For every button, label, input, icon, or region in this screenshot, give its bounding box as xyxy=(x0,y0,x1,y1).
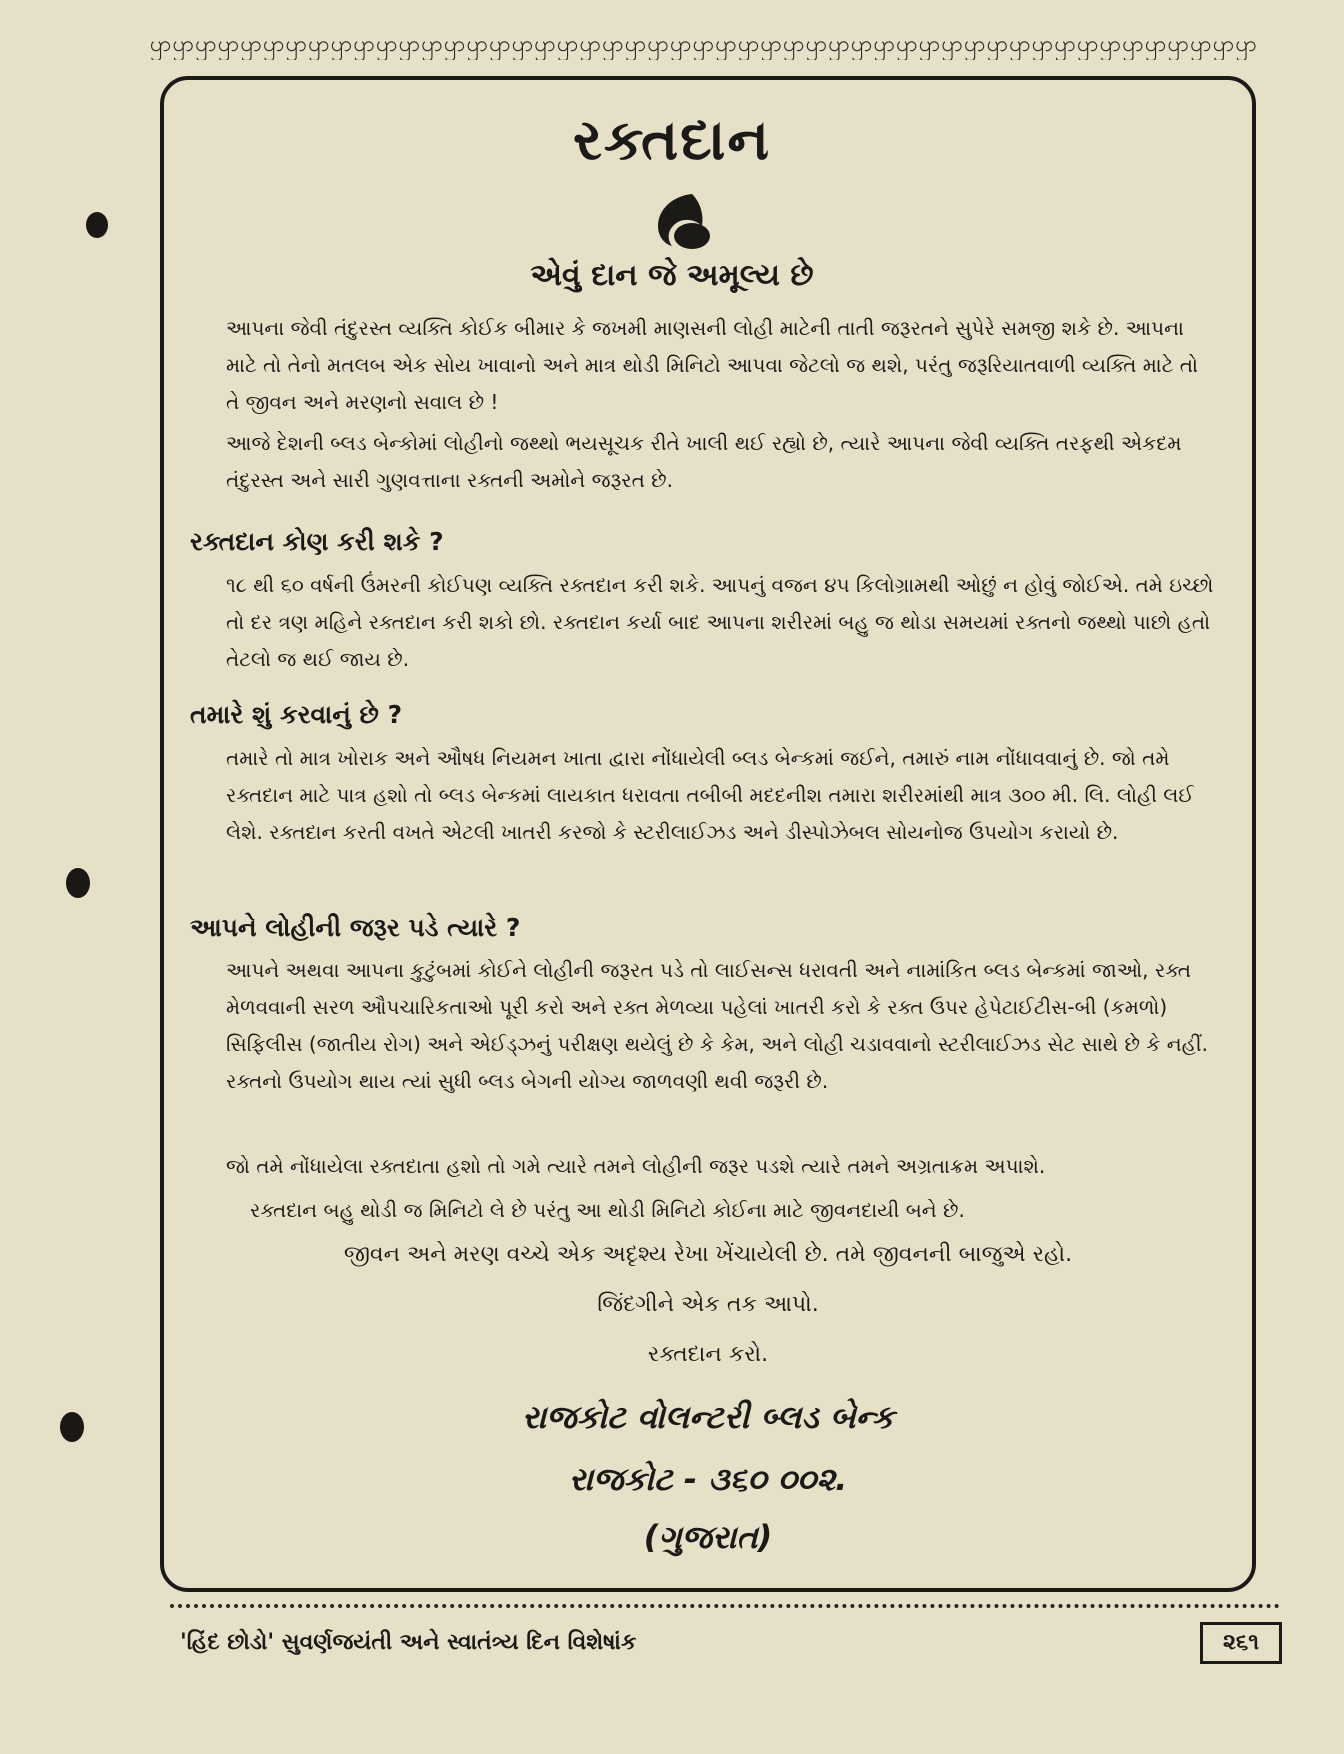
section-body-what-to-do: તમારે તો માત્ર ખોરાક અને ઔષધ નિયમન ખાતા દ્વારા નોંધાયેલી બ્લડ બેન્કમાં જઈને, તમારું નામ નોંધાવવાનું છે. જો તમે રક્તદાન માટે પાત્ર હશો તો બ્લડ બેન્કમાં લાયકાત ધરાવતા તબીબી મદદનીશ તમારા શરીરમાંથી માત્ર ૩૦૦ મી. લિ. લોહી લઈ લેશે. રક્તદાન કરતી વખતે એટલી ખાતરી કરજો કે સ્ટરીલાઈઝડ અને ડીસ્પોઝેબલ સોયનોજ ઉપયોગ કરાયો છે. xyxy=(226,746,1194,844)
punch-hole-mark xyxy=(66,868,90,898)
section-body-who-can-donate: ૧૮ થી ૬૦ વર્ષની ઉંમરની કોઈપણ વ્યક્તિ રક્તદાન કરી શકે. આપનું વજન ૪૫ કિલોગ્રામથી ઓછું ન હોવું જોઈએ. તમે ઇચ્છો તો દર ત્રણ મહિને રક્તદાન કરી શકો છો. રક્તદાન કર્યા બાદ આપના શરીરમાં બહુ જ થોડા સમયમાં રક્તનો જથ્થો પાછો હતો તેટલો જ થઈ જાય છે. xyxy=(226,573,1214,671)
page-subtitle: એવું દાન જે અમૂલ્ય છે xyxy=(530,258,814,293)
closing-line-donate-blood: રક્તદાન કરો. xyxy=(647,1342,769,1367)
section-body-when-you-need-blood: આપને અથવા આપના કુટુંબમાં કોઈને લોહીની જરૂરત પડે તો લાઈસન્સ ધરાવતી અને નામાંકિત બ્લડ બેન્કમાં જાઓ, રક્ત મેળવવાની સરળ ઔપચારિકતાઓ પૂરી કરો અને રક્ત મેળવ્યા પહેલાં ખાતરી કરો કે રક્ત ઉપર હેપેટાઈટીસ-બી (કમળો) સિફિલીસ (જાતીય રોગ) અને એઈડ્ઝનું પરીક્ષણ થયેલું છે કે કેમ, અને લોહી ચડાવવાનો સ્ટરીલાઈઝડ સેટ સાથે છે કે નહીં. રક્તનો ઉપયોગ થાય ત્યાં સુધી બ્લડ બેગની યોગ્ય જાળવણી થવી જરૂરી છે. xyxy=(226,958,1208,1093)
closing-line-give-life-a-chance: જિંદગીને એક તક આપો. xyxy=(597,1292,819,1317)
section-heading-who-can-donate: રક્તદાન કોણ કરી શકે ? xyxy=(190,527,444,556)
bottom-dotted-border xyxy=(170,1604,1280,1620)
punch-hole-mark xyxy=(60,1412,84,1442)
section-heading-when-you-need-blood: આપને લોહીની જરૂર પડે ત્યારે ? xyxy=(190,913,521,942)
punch-hole-mark xyxy=(86,212,108,238)
intro-paragraph-2: આજે દેશની બ્લડ બેન્કોમાં લોહીનો જથ્થો ભયસૂચક રીતે ખાલી થઈ રહ્યો છે, ત્યારે આપના જેવી વ્યક્તિ તરફથી એકદમ તંદુરસ્ત અને સારી ગુણવત્તાના રક્તની અમોને જરૂરત છે. xyxy=(226,431,1182,492)
organization-state: (ગુજરાત) xyxy=(643,1518,773,1556)
page-number: ૨૬૧ xyxy=(1200,1622,1282,1664)
page-title: રક્તદાન xyxy=(572,108,772,173)
section-heading-what-to-do: તમારે શું કરવાનું છે ? xyxy=(190,700,403,729)
closing-line-life-and-death: જીવન અને મરણ વચ્ચે એક અદૃશ્ય રેખા ખેંચાયેલી છે. તમે જીવનની બાજુએ રહો. xyxy=(343,1242,1073,1267)
closing-line-registered-donor: જો તમે નોંધાયેલા રક્તદાતા હશો તો ગમે ત્યારે તમને લોહીની જરૂર પડશે ત્યારે તમને અગ્રતાક્રમ અપાશે. xyxy=(226,1154,1046,1178)
blood-drop-icon xyxy=(652,188,716,252)
closing-line-few-minutes: રક્તદાન બહુ થોડી જ મિનિટો લે છે પરંતુ આ થોડી મિનિટો કોઈના માટે જીવનદાયી બને છે. xyxy=(250,1198,965,1222)
organization-name: રાજકોટ વોલન્ટરી બ્લડ બેન્ક xyxy=(521,1398,895,1436)
footer-issue-title: 'હિંદ છોડો' સુવર્ણજયંતી અને સ્વાતંત્ર્ય દિન વિશેષાંક xyxy=(180,1630,637,1655)
top-decorative-border: ꩥꩥꩥꩥꩥꩥꩥꩥꩥꩥꩥꩥꩥꩥꩥꩥꩥꩥꩥꩥꩥꩥꩥꩥꩥꩥꩥꩥꩥꩥꩥꩥꩥꩥꩥꩥꩥꩥꩥꩥꩥꩥꩥꩥꩥꩥꩥꩥꩥ xyxy=(150,32,1259,57)
organization-city: રાજકોટ - ૩૬૦ ૦૦૨. xyxy=(568,1460,848,1498)
intro-paragraph-1: આપના જેવી તંદુરસ્ત વ્યક્તિ કોઈક બીમાર કે જખમી માણસની લોહી માટેની તાતી જરૂરતને સુપેરે સમજી શકે છે. આપના માટે તો તેનો મતલબ એક સોય ખાવાનો અને માત્ર થોડી મિનિટો આપવા જેટલો જ થશે, પરંતુ જરૂરિયાતવાળી વ્યક્તિ માટે તો તે જીવન અને મરણનો સવાલ છે ! xyxy=(226,316,1198,414)
